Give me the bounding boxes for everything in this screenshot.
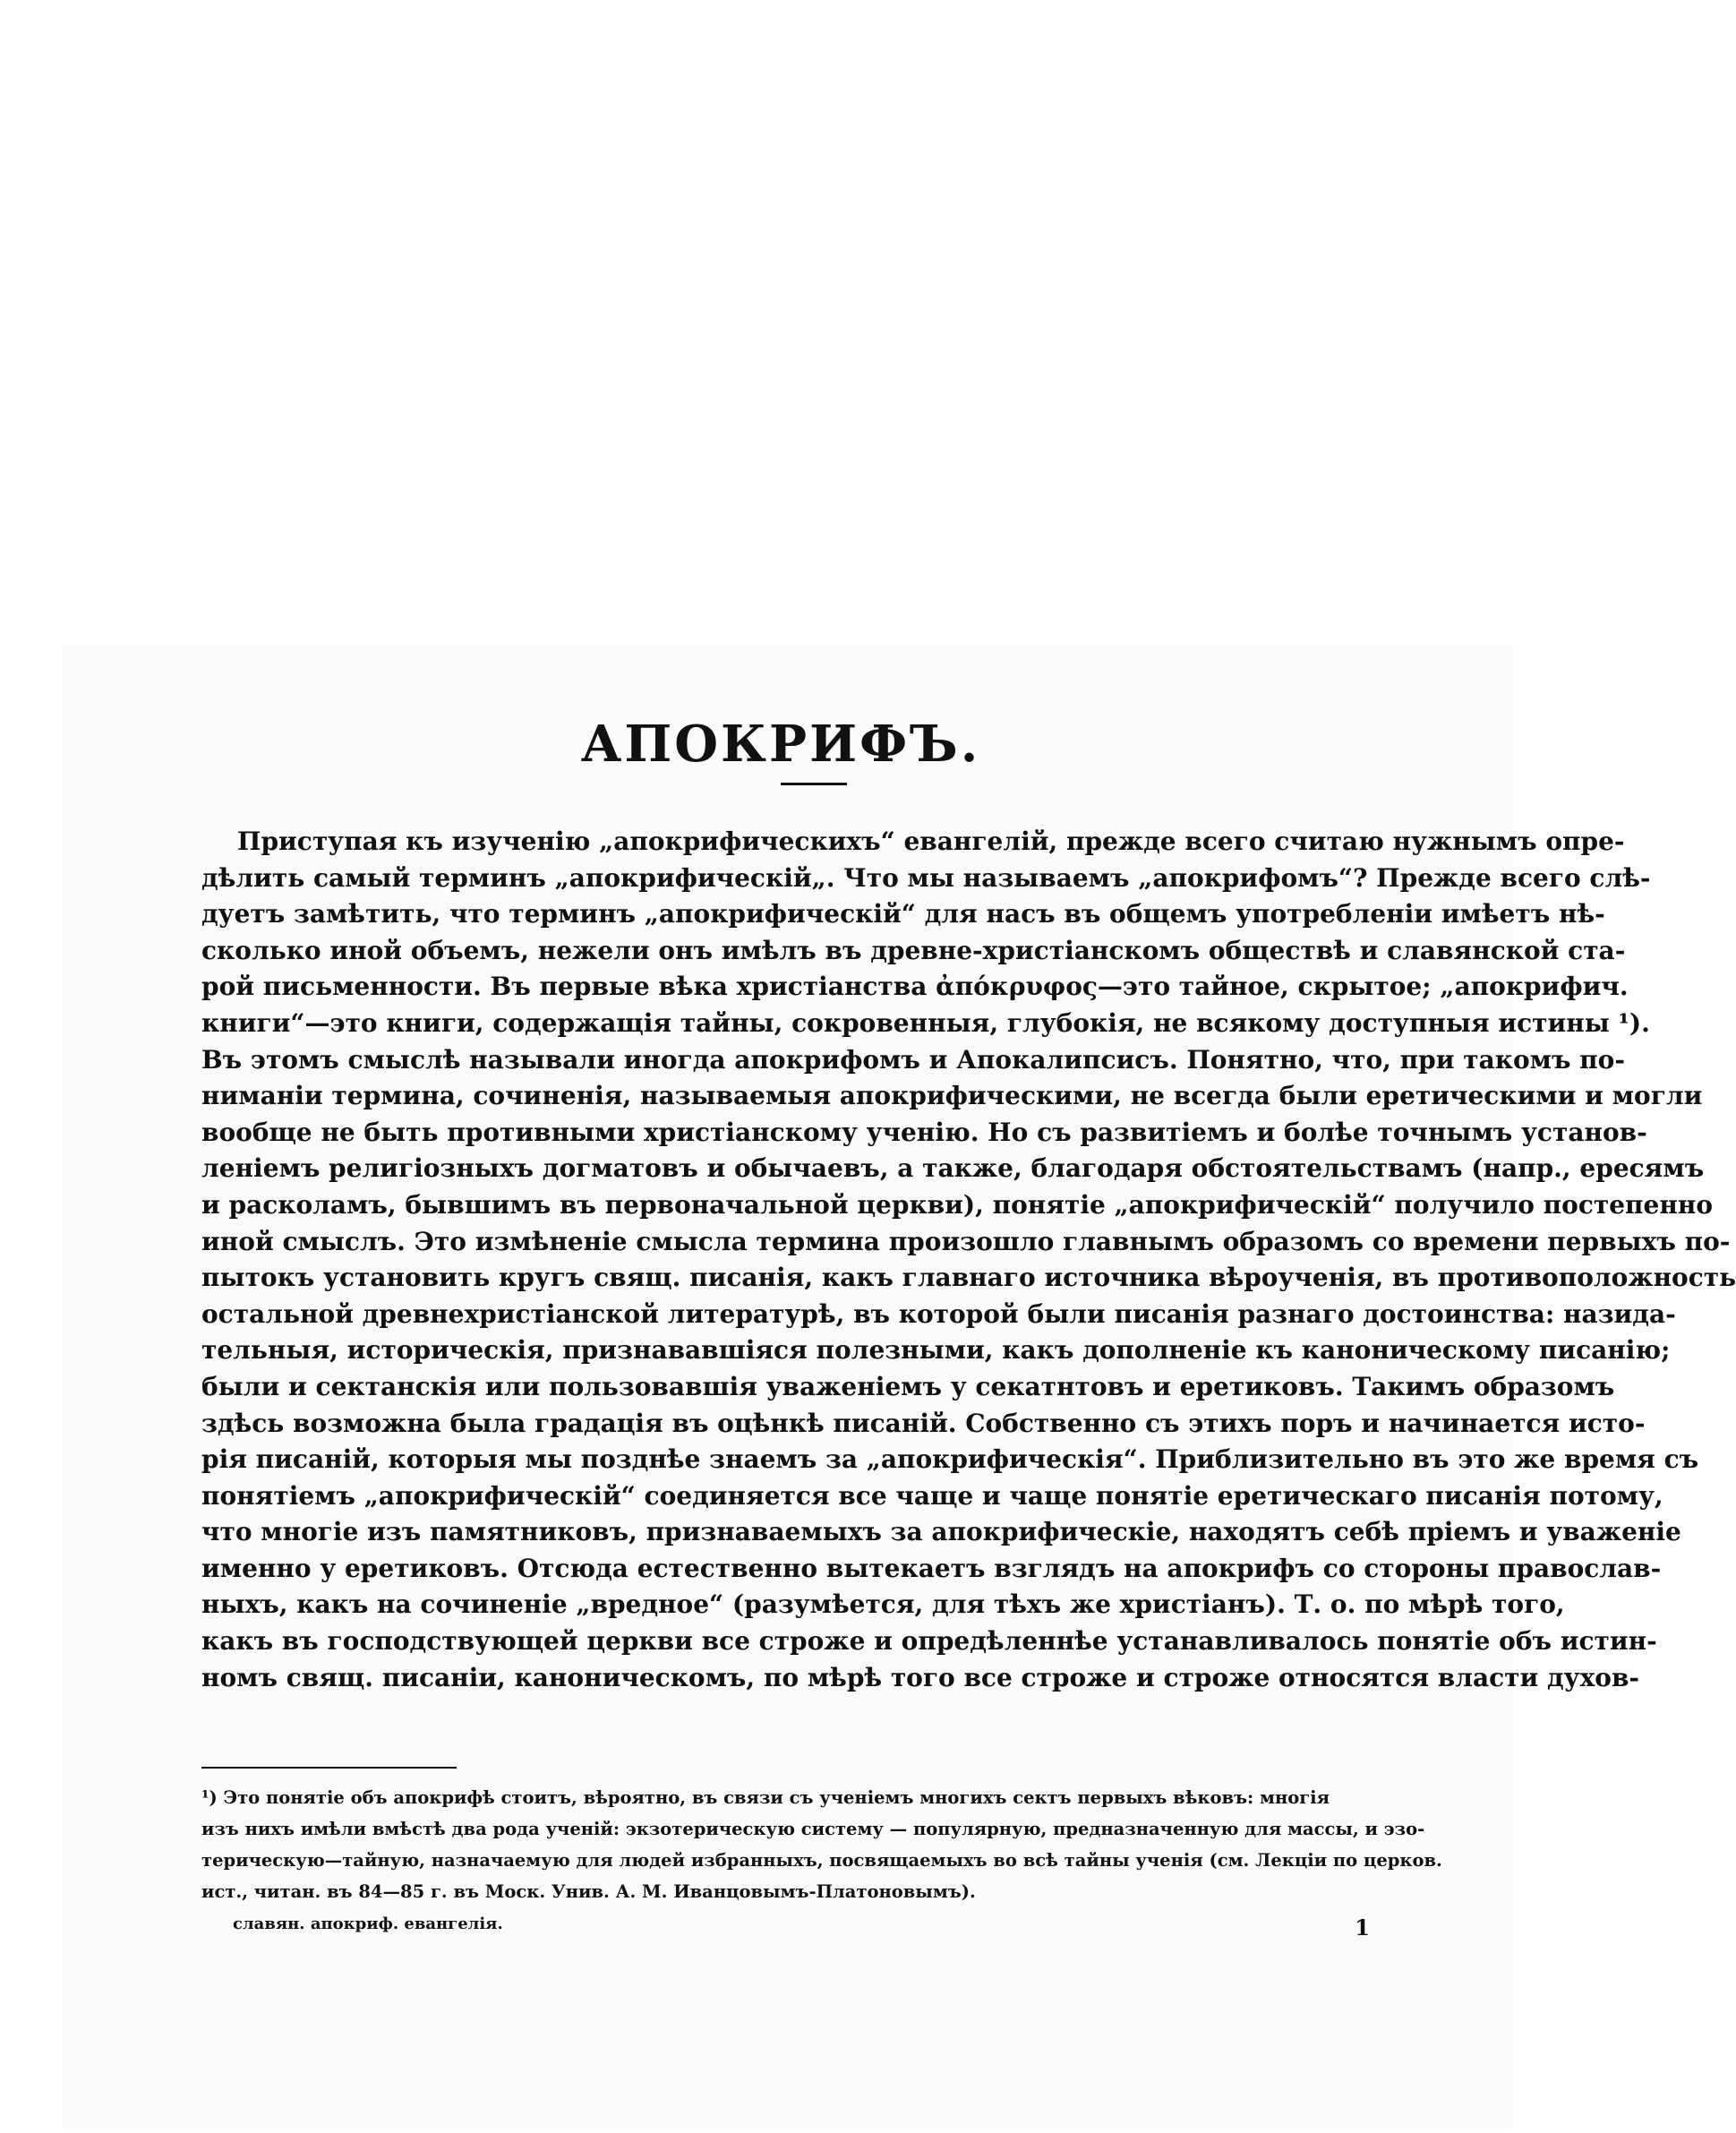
text-line: Въ этомъ смыслѣ называли иногда апокрифомъ и Апокалипсисъ. Понятно, что, при такомъ по- xyxy=(201,1044,1625,1075)
text-line: номъ свящ. писаніи, каноническомъ, по мѣрѣ того все строже и строже относятся власти духов- xyxy=(201,1662,1640,1692)
text-line: что многіе изъ памятниковъ, признаваемыхъ за апокрифическіе, находятъ себѣ пріемъ и уваженіе xyxy=(201,1517,1681,1547)
text-line: пытокъ установить кругъ свящ. писанія, какъ главнаго источника вѣроученія, въ противоположность xyxy=(201,1263,1736,1293)
text-line: остальной древнехристіанской литературѣ, въ которой были писанія разнаго достоинства: назида- xyxy=(201,1298,1676,1329)
document-title: АПОКРИФЪ. xyxy=(580,714,981,774)
footnote-divider xyxy=(201,1767,457,1769)
text-line: рой письменности. Въ первые вѣка христіанства ἀπόκρυφος—это тайное, скрытое; „апокрифич. xyxy=(201,972,1629,1002)
text-line: именно у еретиковъ. Отсюда естественно вытекаетъ взглядъ на апокрифъ со стороны православ- xyxy=(201,1553,1662,1583)
footnote-line: ист., читан. въ 84—85 г. въ Моск. Унив. А. М. Иванцовымъ-Платоновымъ). xyxy=(201,1881,976,1902)
text-line: были и сектанскія или пользовавшія уваженіемъ у секатнтовъ и еретиковъ. Такимъ образомъ xyxy=(201,1371,1615,1401)
text-line: дуетъ замѣтить, что терминъ „апокрифическій“ для насъ въ общемъ употребленіи имѣетъ нѣ- xyxy=(201,899,1605,929)
text-line: леніемъ религіозныхъ догматовъ и обычаевъ, а также, благодаря обстоятельствамъ (напр., ересямъ xyxy=(201,1153,1705,1184)
main-text xyxy=(201,824,1736,1696)
running-footer: славян. апокриф. евангелія. xyxy=(233,1915,503,1933)
footnote-line: ¹) Это понятіе объ апокрифѣ стоитъ, вѣроятно, въ связи съ ученіемъ многихъ сектъ первыхъ вѣковъ: многія xyxy=(201,1787,1330,1808)
footnote xyxy=(201,1782,1442,1907)
page-footer xyxy=(233,1915,1370,1940)
text-line: сколько иной объемъ, нежели онъ имѣлъ въ древне-христіанскомъ обществѣ и славянской ста- xyxy=(201,935,1626,965)
footnote-line: изъ нихъ имѣли вмѣстѣ два рода ученій: экзотерическую систему — популярную, предназначенную для массы, и эзо- xyxy=(201,1819,1425,1839)
footnote-line: терическую—тайную, назначаемую для людей избранныхъ, посвящаемыхъ во всѣ тайны ученія (см. Лекціи по церков. xyxy=(201,1850,1442,1871)
text-line: рія писаній, которыя мы позднѣе знаемъ за „апокрифическія“. Приблизительно въ это же время съ xyxy=(201,1444,1699,1475)
text-line: Приступая къ изученію „апокрифическихъ“ евангелій, прежде всего считаю нужнымъ опре- xyxy=(237,827,1625,856)
text-line: вообще не быть противными христіанскому ученію. Но съ развитіемъ и болѣе точнымъ установ- xyxy=(201,1117,1647,1147)
text-line: дѣлить самый терминъ „апокрифическій„. Что мы называемъ „апокрифомъ“? Прежде всего слѣ- xyxy=(201,862,1651,893)
page-number: 1 xyxy=(1355,1915,1370,1940)
text-line: ниманіи термина, сочиненія, называемыя апокрифическими, не всегда были еретическими и могли xyxy=(201,1081,1703,1111)
text-line: книги“—это книги, содержащія тайны, сокровенныя, глубокія, не всякому доступныя истины ¹). xyxy=(201,1007,1650,1038)
text-line: иной смыслъ. Это измѣненіе смысла термина произошло главнымъ образомъ со времени первыхъ по- xyxy=(201,1226,1731,1256)
text-line: и расколамъ, бывшимъ въ первоначальной церкви), понятіе „апокрифическій“ получило постепенно xyxy=(201,1189,1713,1220)
text-line: ныхъ, какъ на сочиненіе „вредное“ (разумѣется, для тѣхъ же христіанъ). Т. о. по мѣрѣ того, xyxy=(201,1589,1565,1620)
title-underline xyxy=(781,783,847,785)
text-line: здѣсь возможна была градація въ оцѣнкѣ писаній. Собственно съ этихъ поръ и начинается исто- xyxy=(201,1408,1646,1438)
text-line: понятіемъ „апокрифическій“ соединяется все чаще и чаще понятіе еретическаго писанія потому, xyxy=(201,1480,1663,1511)
text-line: какъ въ господствующей церкви все строже и опредѣленнѣе устанавливалось понятіе объ истин- xyxy=(201,1626,1657,1657)
text-line: тельныя, историческія, признававшіяся полезными, какъ дополненіе къ каноническому писанію; xyxy=(201,1335,1671,1366)
